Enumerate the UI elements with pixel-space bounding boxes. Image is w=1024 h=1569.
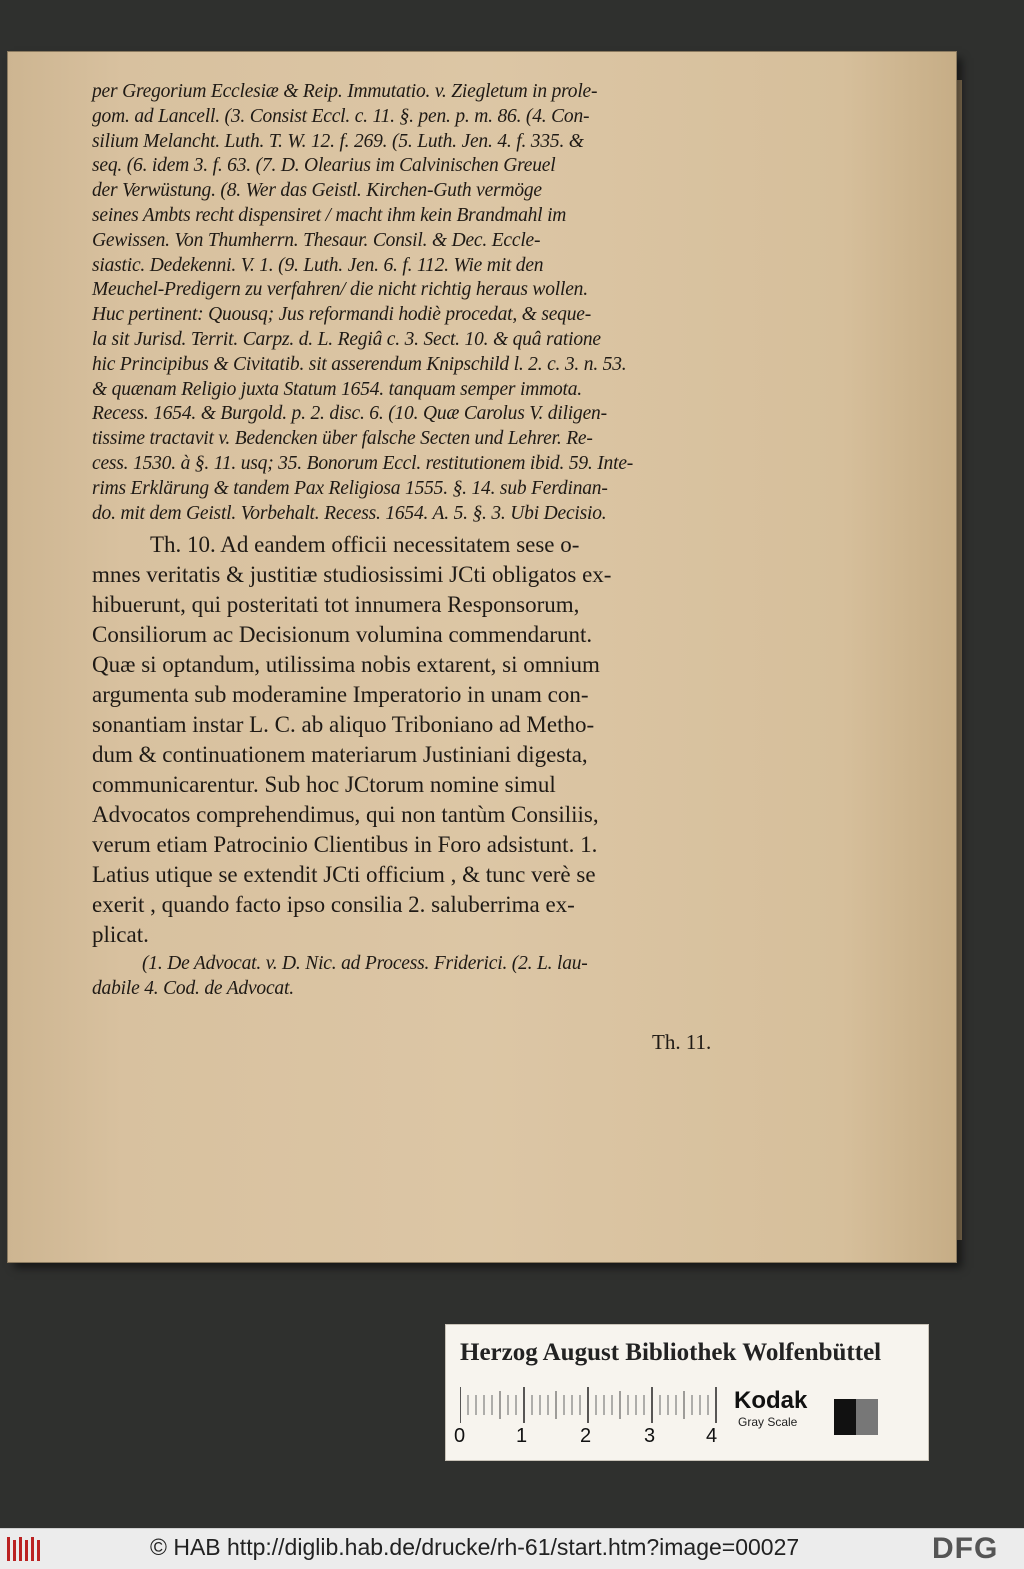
footnote-line: cess. 1530. à §. 11. usq; 35. Bonorum Eccl. restitutionem ibid. 59. Inte- <box>92 452 634 474</box>
note-block <box>92 952 712 1002</box>
footnote-line: Huc pertinent: Quousq; Jus reformandi hodiè procedat, & seque- <box>92 304 592 326</box>
hab-logo-icon <box>6 1535 46 1563</box>
gray-scale-caption: Gray Scale <box>738 1415 798 1429</box>
thesis-line: Th. 10. Ad eandem officii necessitatem sese o- <box>150 532 580 558</box>
thesis-line: exerit , quando facto ipso consilia 2. saluberrima ex- <box>92 892 575 918</box>
footer-bar <box>0 1528 1024 1569</box>
ruler-number: 0 <box>454 1425 466 1447</box>
library-label-card <box>446 1325 928 1460</box>
footnote-line: silium Melancht. Luth. T. W. 12. f. 269. (5. Luth. Jen. 4. f. 335. & <box>92 130 584 152</box>
ruler-number: 4 <box>706 1425 718 1447</box>
thesis-line: hibuerunt, qui posteritati tot innumera Responsorum, <box>92 592 580 618</box>
note-line: (1. De Advocat. v. D. Nic. ad Process. Friderici. (2. L. lau- <box>142 953 588 975</box>
ruler-number: 1 <box>516 1425 528 1447</box>
footnote-line: do. mit dem Geistl. Vorbehalt. Recess. 1654. A. 5. §. 3. Ubi Decisio. <box>92 502 607 524</box>
footnote-line: & quænam Religio juxta Statum 1654. tanquam semper immota. <box>92 378 582 400</box>
thesis-line: verum etiam Patrocinio Clientibus in Foro adsistunt. 1. <box>92 832 598 858</box>
thesis-line: argumenta sub moderamine Imperatorio in unam con- <box>92 682 589 708</box>
thesis-line: Advocatos comprehendimus, qui non tantùm Consiliis, <box>92 802 599 828</box>
thesis-line: mnes veritatis & justitiæ studiosissimi JCti obligatos ex- <box>92 562 612 588</box>
thesis-line: Quæ si optandum, utilissima nobis extarent, si omnium <box>92 652 600 678</box>
dfg-logo: DFG <box>932 1532 999 1565</box>
footnote-line: der Verwüstung. (8. Wer das Geistl. Kirchen-Guth vermöge <box>92 180 542 202</box>
thesis-line: plicat. <box>92 922 149 948</box>
footnote-line: rims Erklärung & tandem Pax Religiosa 1555. §. 14. sub Ferdinan- <box>92 477 608 499</box>
catchword: Th. 11. <box>652 1030 712 1054</box>
footnote-line: hic Principibus & Civitatib. sit asserendum Knipschild l. 2. c. 3. n. 53. <box>92 353 627 375</box>
gray-scale-swatch <box>834 1399 878 1435</box>
thesis-line: Consiliorum ac Decisionum volumina commendarunt. <box>92 622 593 648</box>
thesis-line: dum & continuationem materiarum Justiniani digesta, <box>92 742 588 768</box>
footnote-line: per Gregorium Ecclesiæ & Reip. Immutatio. v. Ziegletum in prole- <box>92 81 598 102</box>
footnote-line: seq. (6. idem 3. f. 63. (7. D. Olearius im Calvinischen Greuel <box>92 155 556 177</box>
ruler-number: 2 <box>580 1425 592 1447</box>
footnote-line: gom. ad Lancell. (3. Consist Eccl. c. 11. §. pen. p. m. 86. (4. Con- <box>92 105 590 127</box>
ruler-number: 3 <box>644 1425 656 1447</box>
kodak-brand: Kodak <box>734 1387 808 1414</box>
thesis-block <box>92 530 712 950</box>
ruler-scale <box>460 1385 718 1425</box>
footnote-line: tissime tractavit v. Bedencken über falsche Secten und Lehrer. Re- <box>92 428 593 450</box>
library-name: Herzog August Bibliothek Wolfenbüttel <box>460 1339 882 1366</box>
footnote-line: Recess. 1654. & Burgold. p. 2. disc. 6. (10. Quæ Carolus V. diligen- <box>92 403 607 425</box>
note-line: dabile 4. Cod. de Advocat. <box>92 978 294 1000</box>
footnote-line: Meuchel-Predigern zu verfahren/ die nicht richtig heraus wollen. <box>92 279 588 301</box>
thesis-line: communicarentur. Sub hoc JCtorum nomine simul <box>92 772 556 798</box>
footnote-block <box>92 80 712 526</box>
page-text <box>92 80 712 1002</box>
thesis-line: Latius utique se extendit JCti officium , & tunc verè se <box>92 862 596 888</box>
copyright-link[interactable]: © HAB http://diglib.hab.de/drucke/rh-61/start.htm?image=00027 <box>150 1534 800 1560</box>
thesis-line: sonantiam instar L. C. ab aliquo Triboniano ad Metho- <box>92 712 595 738</box>
footnote-line: Gewissen. Von Thumherrn. Thesaur. Consil. & Dec. Eccle- <box>92 229 541 251</box>
footnote-line: siastic. Dedekenni. V. 1. (9. Luth. Jen. 6. f. 112. Wie mit den <box>92 254 544 276</box>
footnote-line: la sit Jurisd. Territ. Carpz. d. L. Regiâ c. 3. Sect. 10. & quâ ratione <box>92 328 601 350</box>
footnote-line: seines Ambts recht dispensiret / macht ihm kein Brandmahl im <box>92 204 567 226</box>
